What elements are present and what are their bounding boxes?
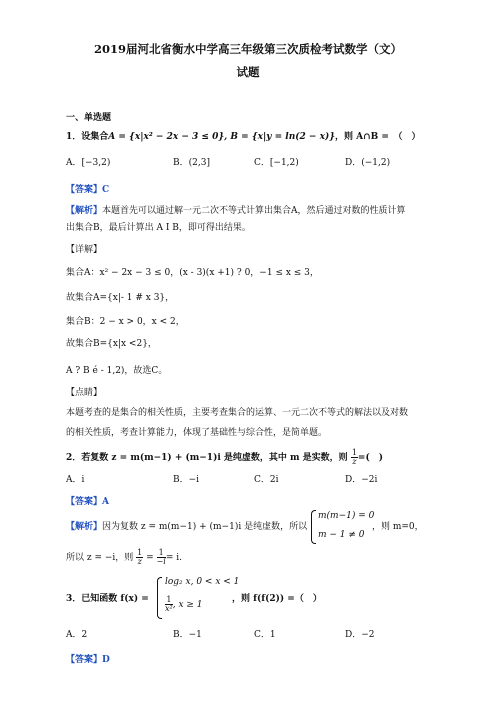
q1-analysis-text-1: 本题首先可以通过解一元二次不等式计算出集合A，然后通过对数的性质计算 [102,206,406,216]
q1-stem-prefix: 1．设集合 [66,132,109,142]
section-heading: 一、单选题 [66,113,112,123]
q2-stem-end: =( ) [357,453,383,463]
q2-stem-text: 2．若复数 z = m(m−1) + (m−1)i 是纯虚数，其中 m 是实数，则 [66,453,348,463]
q2-answer: 【答案】A [66,497,109,507]
q1-option-a: A．[−3,2) [66,158,111,168]
q2-frac-1-denominator: z [137,557,142,566]
q1-option-b: B．(2,3] [173,158,210,168]
q2-stem-fraction [351,449,358,466]
q2-equals: = [146,553,154,563]
q3-piecewise-brace [157,577,162,619]
q2-option-c: C．2i [254,475,279,485]
q1-analysis-tag: 【解析】 [66,206,103,216]
title-line-1: 2019届河北省衡水中学高三年级第三次质检考试数学（文） [93,42,402,56]
q1-comment-line-2: 的相关性质，考查计算能力，体现了基础性与综合性，是简单题。 [66,428,328,438]
q2-option-a: A．i [66,475,85,485]
q3-stem: 3．已知函数 f(x) = [66,594,149,604]
q2-option-d: D．−2i [345,475,378,485]
q2-option-b: B．−i [173,475,200,485]
q1-set-b: , B = {x|y = ln(2 − x)} [224,132,336,142]
q2-system-eq-1: m(m−1) = 0 [318,511,375,521]
q3-case-1: log₂ x, 0 < x < 1 [165,577,240,587]
q1-comment-tag: 【点睛】 [66,388,103,398]
q2-system-brace [311,510,316,544]
q2-frac-2-denominator: −i [156,557,166,566]
q1-detail-line-5: A ? B é - 1,2)，故选C。 [66,366,168,376]
q1-comment-line-1: 本题考查的是集合的相关性质，主要考查集合的运算、一元二次不等式的解法以及对数 [66,408,409,418]
title-line-2: 试题 [236,65,260,79]
q2-system-eq-2: m − 1 ≠ 0 [318,530,365,540]
q3-answer: 【答案】D [66,655,110,665]
q1-analysis-line-1 [66,205,406,217]
q1-set-a: A = {x|x² − 2x − 3 ≤ 0} [108,132,225,142]
q1-detail-tag: 【详解】 [66,245,103,255]
q3-option-d: D．−2 [345,630,375,640]
q2-frac-2-numerator: 1 [157,549,166,558]
q3-case-2-fraction [165,596,173,613]
q3-option-a: A．2 [66,630,88,640]
q3-case-2-numerator: 1 [166,595,172,604]
q1-detail-line-1: 集合A：x² − 2x − 3 ≤ 0，(x - 3)(x +1) ? 0，−1 ≤ x ≤ 3， [66,268,319,278]
q3-option-b: B．−1 [173,630,202,640]
q2-analysis-line-2 [66,549,182,566]
q1-detail-line-2: 故集合A={x|- 1 # x 3}， [66,293,175,303]
q1-answer: 【答案】C [66,185,110,195]
q1-detail-line-3: 集合B：2 − x > 0，x < 2， [66,317,185,327]
q2-analysis-text-1: 因为复数 z = m(m−1) + (m−1)i 是纯虚数，所以 [102,522,308,532]
q1-analysis-line-2: 出集合B，最后计算出 A I B，即可得出结果。 [66,223,251,233]
q1-stem [66,131,420,143]
q2-frac-1-numerator: 1 [137,548,143,557]
q2-analysis-text-2: 所以 z = −i，则 [66,553,134,563]
q3-stem-end: ，则 f(f(2)) =（ ） [232,594,322,604]
q2-frac-denominator: z [352,457,357,466]
q2-frac-1 [136,549,143,566]
q2-stem [66,449,383,466]
q3-case-2-denominator: x² [165,604,173,613]
q1-option-d: D．(−1,2) [345,158,391,168]
q1-stem-suffix: ，则 A∩B = （ ） [335,132,421,142]
q2-frac-2 [157,549,166,566]
q3-case-2-condition: , x ≥ 1 [172,600,203,610]
q3-option-c: C．1 [254,630,276,640]
q2-analysis-end: = i. [165,553,182,563]
q1-detail-line-4: 故集合B={x|x <2}， [66,339,157,349]
q2-analysis-conclusion: ，则 m=0， [372,522,424,532]
q3-case-2 [165,596,203,613]
q2-analysis-tag: 【解析】 [66,522,103,532]
q2-frac-numerator: 1 [351,448,357,457]
q1-option-c: C．[−1,2) [254,158,299,168]
q2-analysis-line-1 [66,521,307,533]
